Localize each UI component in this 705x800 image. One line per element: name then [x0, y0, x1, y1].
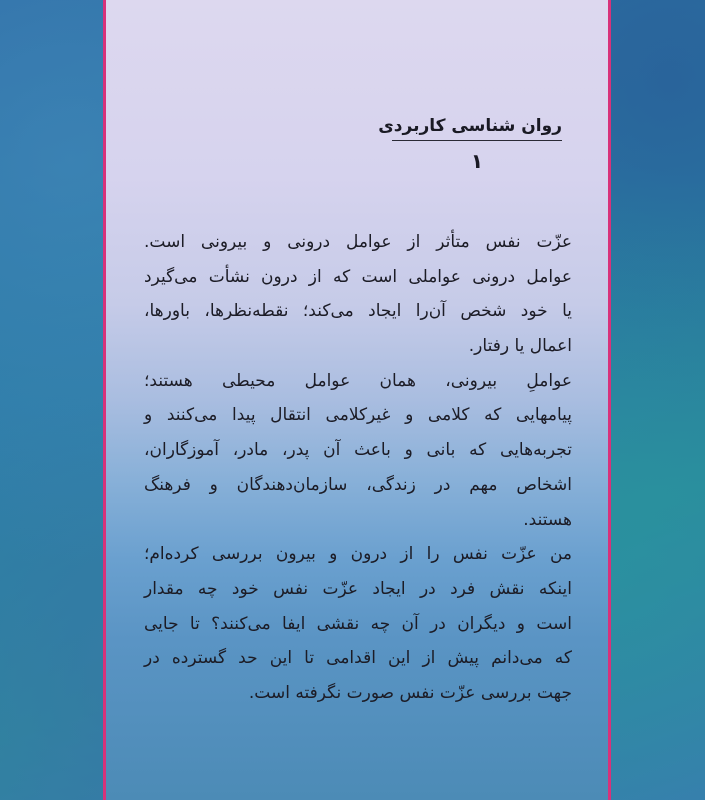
text-line: جهت بررسی عزّت نفس صورت نگرفته است. [248, 682, 572, 703]
text-line: اشخاص مهم در زندگی، سازمان‌دهندگان و فرهنگ [144, 474, 572, 495]
text-line: یا خود شخص آن‌را ایجاد می‌کند؛ نقطه‌نظرها، باورها، [144, 301, 572, 322]
book-title: روان شناسی کاربردی [392, 116, 562, 141]
text-line: که می‌دانم پیش از این اقدامی تا این حد گسترده در [144, 648, 572, 669]
page-number: ۱ [470, 149, 484, 173]
page-header [378, 116, 562, 173]
text-line: عزّت نفس متأثر از عوامل درونی و بیرونی است. [144, 232, 572, 252]
text-line: من عزّت نفس را از درون و بیرون بررسی کرده‌ام؛ [144, 544, 572, 565]
text-line: عوامل درونی عواملی است که از درون نشأت می‌گیرد [144, 266, 572, 287]
body-text [144, 225, 572, 711]
text-line: پیامهایی که کلامی و غیرکلامی انتقال پیدا می‌کنند و [144, 405, 572, 426]
text-line: عواملِ بیرونی، همان عوامل محیطی هستند؛ [144, 370, 572, 391]
text-line: است و دیگران در آن چه نقشی ایفا می‌کنند؟ تا جایی [144, 613, 572, 634]
text-line: هستند. [523, 509, 572, 530]
text-line: اینکه نقش فرد در ایجاد عزّت نفس خود چه مقدار [144, 578, 572, 599]
text-line: تجربه‌هایی که بانی و باعث آن پدر، مادر، آموزگاران، [144, 440, 572, 461]
text-line: اعمال یا رفتار. [468, 336, 572, 357]
book-page [103, 0, 611, 800]
